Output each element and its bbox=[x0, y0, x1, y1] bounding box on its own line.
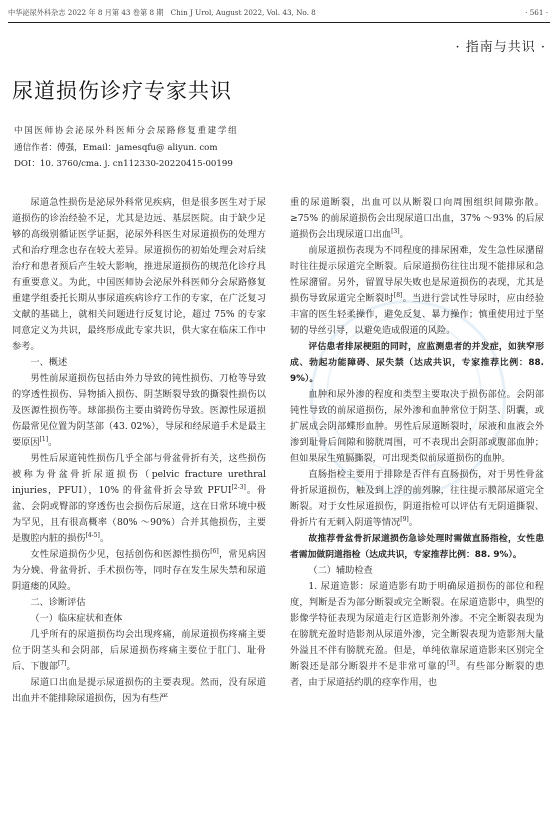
citation-marker: [4-5] bbox=[85, 531, 100, 539]
journal-header: 中华泌尿外科杂志 2022 年 8 月第 43 卷第 8 期 Chin J Urol, August 2022, Vol. 43, No. 8 bbox=[8, 8, 316, 17]
section-tag: · 指南与共识 · bbox=[455, 40, 546, 55]
article-title: 尿道损伤诊疗专家共识 bbox=[12, 79, 232, 103]
body-paragraph: 尿道口出血是提示尿道损伤的主要表现。然而，没有尿道出血并不能排除尿道损伤，因为有些严 bbox=[12, 677, 266, 704]
recommendation-paragraph bbox=[290, 339, 544, 387]
recommendation-text: 故推荐骨盆骨折尿道损伤急诊处理时需做直肠指检，女性患者需加做阴道指检（达成共识，专家推荐比例：88. 9%）。 bbox=[290, 534, 544, 560]
body-paragraph: 血肿和尿外渗的程度和类型主要取决于损伤部位。会阴部钝性导致的前尿道损伤，尿外渗和血肿常位于阴茎、阴囊，或扩展成会阴部蝶形血肿。男性后尿道断裂时，尿液和血液会外渗到耻骨后间隙和膀胱周围，可不表现出会阴部或腹部血肿；但如果尿生殖膈撕裂，可出现类似前尿道损伤的血肿。 bbox=[290, 389, 544, 464]
subsection-heading-symptoms: （一）临床症状和查体 bbox=[30, 613, 123, 624]
right-column bbox=[290, 195, 544, 691]
citation-marker: [1] bbox=[39, 435, 49, 443]
body-paragraph: 前尿道损伤表现为不同程度的排尿困难，发生急性尿潴留时往往提示尿道完全断裂。后尿道损伤往往出现不能排尿和急性尿潴留。另外，留置导尿失败也是尿道损伤的表现，尤其是损伤导致尿道完全断裂时[8]。当进行尝试性导尿时，应由经验丰富的医生轻柔操作，避免反复、暴力操作；慎重使用过于坚韧的导丝引导，以避免造成假道的风险。 bbox=[290, 245, 545, 336]
author-organization: 中国医师协会泌尿外科医师分会尿路修复重建学组 bbox=[14, 126, 239, 136]
left-column bbox=[12, 195, 266, 707]
body-paragraph: 直肠指检主要用于排除是否伴有直肠损伤，对于男性骨盆骨折尿道损伤，触及到上浮的前列腺，往往提示膜部尿道完全断裂。对于女性尿道损伤，阴道指检可以评估有无阴道撕裂、骨折片有无刺入阴道等情况[9]。 bbox=[290, 469, 544, 528]
body-paragraph: 重的尿道断裂，出血可以从断裂口向周围组织间隙弥散。≥75% 的前尿道损伤会出现尿道口出血，37% ～93% 的后尿道损伤会出现尿道口出血[3]。 bbox=[290, 197, 544, 240]
body-paragraph: 几乎所有的尿道损伤均会出现疼痛，前尿道损伤疼痛主要位于阴茎头和会阴部，后尿道损伤疼痛主要位于肛门、耻骨后、下腹部[7]。 bbox=[12, 629, 266, 672]
citation-marker: [9] bbox=[400, 515, 409, 523]
citation-marker: [7] bbox=[57, 659, 67, 667]
section-heading-diagnosis: 二、诊断评估 bbox=[30, 597, 86, 608]
section-heading-overview: 一、概述 bbox=[30, 357, 68, 368]
page-number: · 561 · bbox=[525, 8, 548, 17]
recommendation-text: 评估患者排尿梗阻的同时，应监测患者的并发症，如狭窄形成、勃起功能障碍、尿失禁（达成共识，专家推荐比例：88. 9%）。 bbox=[290, 342, 544, 384]
subsection-heading-exams: （二）辅助检查 bbox=[308, 565, 373, 576]
citation-marker: [3] bbox=[391, 227, 400, 235]
body-paragraph: 男性后尿道钝性损伤几乎全部与骨盆骨折有关，这些损伤被称为骨盆骨折尿道损伤（pelvic fracture urethral injuries，PFUI），10% 的骨盆骨折会导致 PFUI[2-3]。骨盆、会阴或臀部的穿透伤也会损伤后尿道，这在日常环境中极为罕见，且有很高概率（80% ～90%）合并其他损伤，主要是腹腔内脏的损伤[4-5]。 bbox=[12, 453, 267, 544]
citation-marker: [8] bbox=[393, 291, 403, 299]
header-rule bbox=[8, 22, 550, 23]
recommendation-paragraph bbox=[290, 531, 544, 563]
body-paragraph: 1. 尿道造影：尿道造影有助于明确尿道损伤的部位和程度，判断是否为部分断裂或完全断裂。在尿道造影中，典型的影像学特征表现为尿道走行区造影剂外渗。不完全断裂表现为在膀胱充盈时造影剂从尿道外渗，完全断裂表现为造影剂大量外溢且不伴有膀胱充盈。但是，单纯依靠尿道造影来区别完全断裂还是部分断裂并不是非常可靠的[3]。有些部分断裂的患者，由于尿道括约肌的痉挛作用，也 bbox=[290, 581, 545, 688]
corresponding-author: 通信作者：傅强，Email：jamesqfu@ aliyun. com bbox=[14, 143, 218, 153]
citation-marker: [2-3] bbox=[231, 483, 246, 491]
doi: DOI：10. 3760/cma. j. cn112330-20220415-00199 bbox=[14, 159, 233, 169]
body-paragraph: 男性前尿道损伤包括由外力导致的钝性损伤、刀枪等导致的穿透性损伤、异物插入损伤、阴茎断裂导致的撕裂性损伤以及医源性损伤等。球部损伤主要由骑跨伤导致。医源性尿道损伤最常见位置为阴茎部（43. 02%），导尿和经尿道手术是最主要原因[1]。 bbox=[12, 373, 266, 448]
body-paragraph: 女性尿道损伤少见，包括创伤和医源性损伤[6]，常见病因为分娩、骨盆骨折、手术损伤等，同时存在发生尿失禁和尿道阴道瘘的风险。 bbox=[12, 547, 267, 592]
intro-paragraph: 尿道急性损伤是泌尿外科常见疾病，但是很多医生对于尿道损伤的诊治经验不足，尤其是边远、基层医院。由于缺少足够的高级别循证医学证据，泌尿外科医生对尿道损伤的处理方式和治疗理念也存在较大差异。尿道损伤的初始处理会对后续治疗和患者预后产生较大影响，推进尿道损伤的规范化诊疗具有重要意义。为此，中国医师协会泌尿外科医师分会尿路修复重建学组委托长期从事尿道疾病诊疗工作的专家，在广泛复习文献的基础上，就相关问题进行反复讨论，超过 75% 的专家同意定义为共识，最终形成此专家共识，供大家在临床工作中参考。 bbox=[12, 197, 266, 352]
citation-marker: [3] bbox=[447, 659, 456, 667]
citation-marker: [6] bbox=[210, 547, 219, 555]
